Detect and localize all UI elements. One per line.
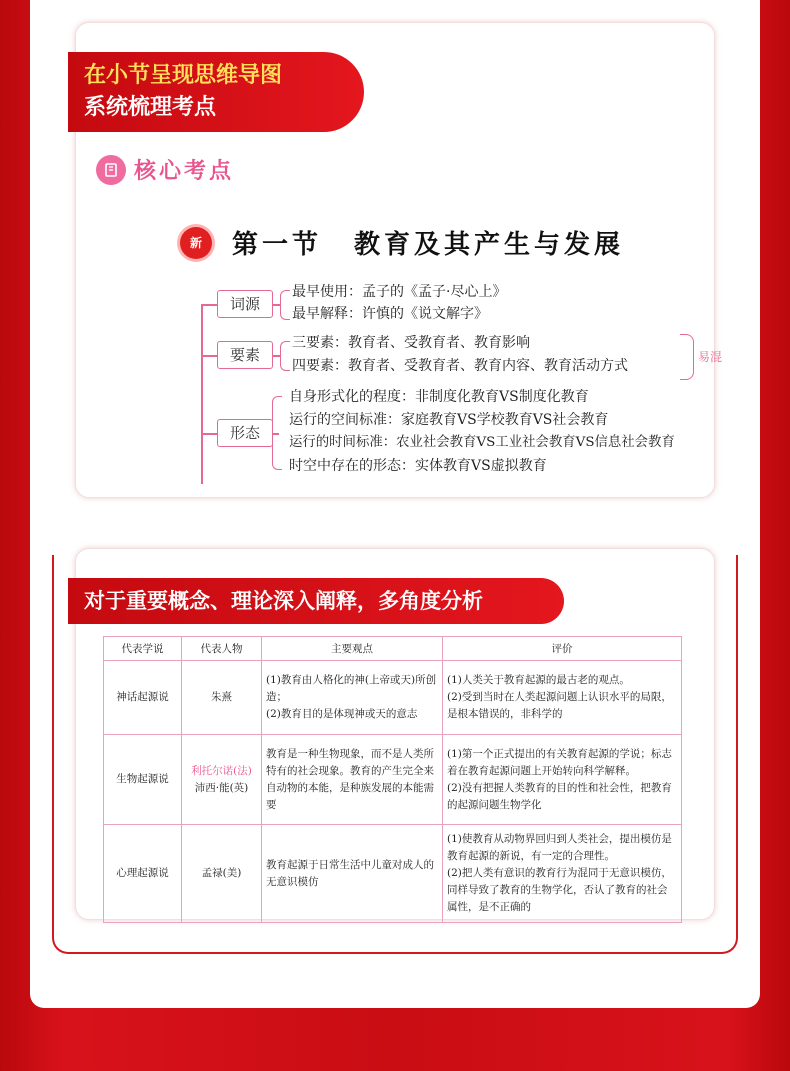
trunk-branch-2 <box>201 355 217 357</box>
header-theory: 代表学说 <box>104 637 182 661</box>
cell-eval <box>443 825 682 923</box>
cell-view <box>262 825 443 923</box>
book-icon <box>96 155 126 185</box>
person-highlight: 利托尔诺(法) <box>191 764 252 777</box>
table-row <box>104 735 682 825</box>
new-badge: 新 <box>180 227 212 259</box>
eval-line: (1)人类关于教育起源的最古老的观点。 <box>447 674 630 686</box>
cell-theory: 心理起源说 <box>104 825 182 923</box>
mindmap-trunk <box>201 304 203 484</box>
bottom-banner: 对于重要概念、理论深入阐释，多角度分析 <box>68 578 564 624</box>
cell-people <box>182 735 262 825</box>
cell-people <box>182 661 262 735</box>
view-line: (2)教育目的是体现神或天的意志 <box>266 708 418 720</box>
header-eval: 评价 <box>443 637 682 661</box>
cell-people <box>182 825 262 923</box>
mindmap-item: 自身形式化的程度：非制度化教育VS制度化教育 <box>289 389 589 405</box>
header-view: 主要观点 <box>262 637 443 661</box>
trunk-branch-3 <box>201 433 217 435</box>
mindmap-item: 时空中存在的形态：实体教育VS虚拟教育 <box>289 458 547 474</box>
theory-table <box>103 636 682 923</box>
mindmap-item: 三要素：教育者、受教育者、教育影响 <box>292 335 530 351</box>
top-banner-line2: 系统梳理考点 <box>84 95 217 120</box>
view-line: (1)教育由人格化的神(上帝或天)所创造； <box>266 674 437 703</box>
cell-view <box>262 661 443 735</box>
cell-eval <box>443 661 682 735</box>
eval-line: (2)没有把握人类教育的目的性和社会性，把教育的起源问题生物学化 <box>447 781 672 811</box>
person: 朱熹 <box>211 691 232 703</box>
mindmap-node-xingtai: 形态 <box>217 419 273 447</box>
table-row <box>104 661 682 735</box>
brace-xingtai <box>272 396 282 470</box>
table-header-row <box>104 637 682 661</box>
cell-theory: 生物起源说 <box>104 735 182 825</box>
eval-line: (1)使教育从动物界回归到人类社会，提出模仿是教育起源的新说，有一定的合理性。 <box>447 833 672 862</box>
view-line: 教育是一种生物现象，而不是人类所特有的社会现象。教育的产生完全来自动物的本能，是种族发展的本能需要 <box>266 747 434 811</box>
mindmap-node-yaosu: 要素 <box>217 341 273 369</box>
brace-yaosu <box>280 341 290 371</box>
person: 孟禄(美) <box>201 867 242 879</box>
section-number: 第一节 <box>232 230 323 260</box>
core-heading <box>96 154 234 185</box>
eval-line: (2)受到当时在人类起源问题上认识水平的局限，是根本错误的，非科学的 <box>447 691 672 720</box>
section-name: 教育及其产生与发展 <box>354 230 625 260</box>
side-bracket <box>680 334 694 380</box>
mindmap-node-ciyuan: 词源 <box>217 290 273 318</box>
mindmap-item: 运行的空间标准：家庭教育VS学校教育VS社会教育 <box>289 412 609 428</box>
view-line: 教育起源于日常生活中儿童对成人的无意识模仿 <box>266 858 434 888</box>
person: 沛西·能(英) <box>194 781 249 794</box>
mindmap-item: 四要素：教育者、受教育者、教育内容、教育活动方式 <box>292 358 628 374</box>
cell-view <box>262 735 443 825</box>
section-title <box>232 224 624 261</box>
top-banner <box>68 52 364 132</box>
mindmap-item: 最早解释：许慎的《说文解字》 <box>292 306 488 322</box>
header-people: 代表人物 <box>182 637 262 661</box>
eval-line: (2)把人类有意识的教育行为混同于无意识模仿，同样导致了教育的生物学化，否认了教育的社会属性，是不正确的 <box>447 867 672 913</box>
mindmap-item: 最早使用：孟子的《孟子·尽心上》 <box>292 284 507 300</box>
section-heading <box>180 224 624 261</box>
core-label: 核心考点 <box>134 158 235 184</box>
mindmap-item: 运行的时间标准：农业社会教育VS工业社会教育VS信息社会教育 <box>289 435 675 450</box>
trunk-branch-1 <box>201 304 217 306</box>
table-row <box>104 825 682 923</box>
brace-ciyuan <box>280 290 290 320</box>
cell-theory: 神话起源说 <box>104 661 182 735</box>
top-banner-line1: 在小节呈现思维导图 <box>84 63 283 88</box>
eval-line: (1)第一个正式提出的有关教育起源的学说；标志着在教育起源问题上开始转向科学解释。 <box>447 747 672 777</box>
cell-eval <box>443 735 682 825</box>
side-note: 易混 <box>698 350 723 364</box>
